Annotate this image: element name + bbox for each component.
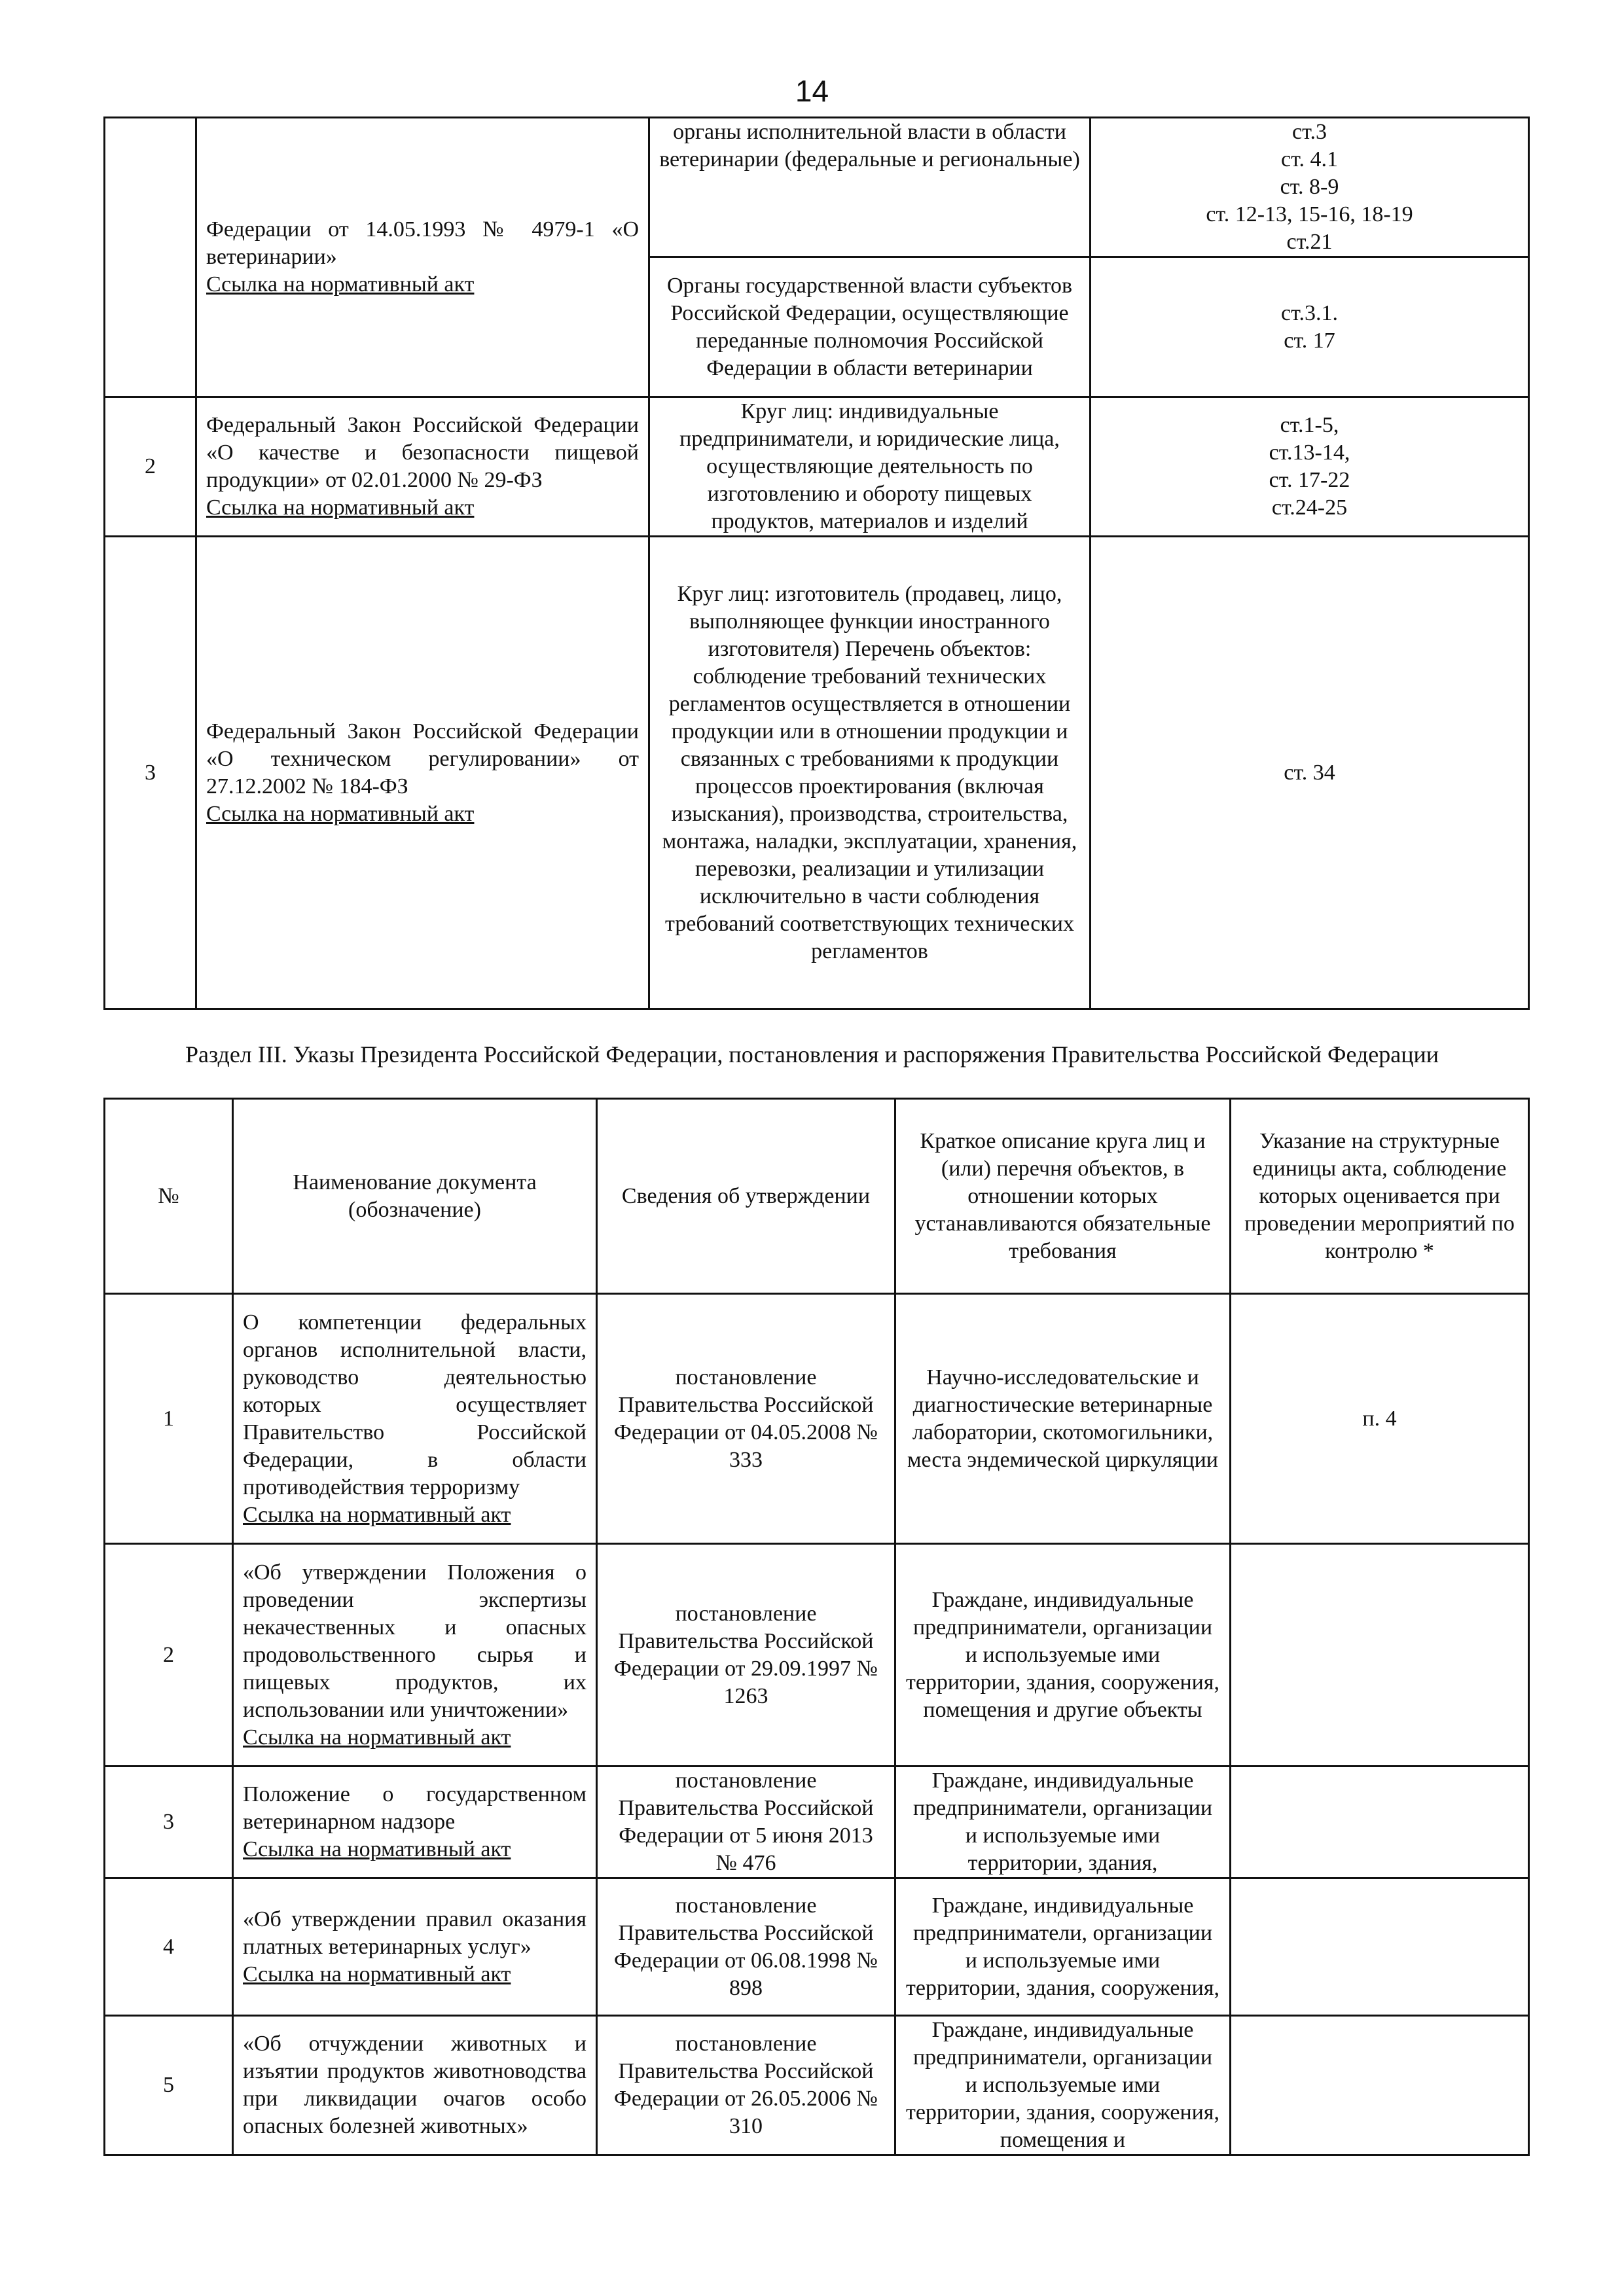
subjects-cell: органы исполнительной власти в области ветеринарии (федеральные и региональные) [649, 118, 1091, 257]
structural-units-cell [1231, 1544, 1529, 1767]
page-number: 14 [795, 74, 829, 108]
row-number: 2 [105, 397, 196, 537]
table-row [105, 2016, 1529, 2155]
document-cell [233, 1294, 597, 1544]
section-title: Раздел III. Указы Президента Российской Федерации, постановления и распоряжения Правительства Российской Федерации [185, 1041, 1439, 1067]
document-cell [233, 1767, 597, 1878]
article-ref: ст.1-5, [1280, 413, 1339, 437]
table-row [105, 1544, 1529, 1767]
row-number: 3 [105, 537, 196, 1009]
article-ref: ст.24-25 [1271, 495, 1348, 520]
description-cell: Граждане, индивидуальные предприниматели, организации и используемые ими территории, здания, сооружения, помещения и [895, 2016, 1231, 2155]
row-number: 5 [105, 2016, 233, 2155]
row-number: 1 [105, 1294, 233, 1544]
normative-act-link[interactable]: Ссылка на нормативный акт [243, 1837, 511, 1861]
legislation-table-continued [103, 117, 1530, 1010]
description-cell: Граждане, индивидуальные предприниматели, организации и используемые ими территории, здания, сооружения, [895, 1878, 1231, 2016]
header-description: Краткое описание круга лиц и (или) перечня объектов, в отношении которых устанавливаются обязательные требования [895, 1099, 1231, 1294]
header-approval: Сведения об утверждении [597, 1099, 895, 1294]
table-row [105, 537, 1529, 1009]
description-cell: Граждане, индивидуальные предприниматели, организации и используемые ими территории, здания, сооружения, помещения и другие объекты [895, 1544, 1231, 1767]
subjects-cell: Круг лиц: индивидуальные предприниматели, и юридические лица, осуществляющие деятельность по изготовлению и обороту пищевых продуктов, материалов и изделий [649, 397, 1091, 537]
table-row [105, 1767, 1529, 1878]
header-document-name: Наименование документа (обозначение) [233, 1099, 597, 1294]
article-ref: ст. 12-13, 15-16, 18-19 [1206, 202, 1413, 226]
table-row [105, 118, 1529, 257]
normative-act-link[interactable]: Ссылка на нормативный акт [243, 1502, 511, 1527]
normative-act-link[interactable]: Ссылка на нормативный акт [206, 801, 475, 826]
document-cell [196, 537, 649, 1009]
document-title: Федерации от 14.05.1993 № 4979-1 «О ветеринарии» [206, 217, 639, 269]
article-ref: ст.13-14, [1269, 440, 1350, 465]
document-cell [233, 1544, 597, 1767]
document-title: «Об утверждении правил оказания платных ветеринарных услуг» [243, 1907, 586, 1959]
article-ref: ст.21 [1286, 230, 1333, 254]
approval-cell: постановление Правительства Российской Федерации от 26.05.2006 № 310 [597, 2016, 895, 2155]
header-structural-units: Указание на структурные единицы акта, соблюдение которых оценивается при проведении мероприятий по контролю * [1231, 1099, 1529, 1294]
article-ref: ст. 8-9 [1280, 175, 1339, 199]
articles-cell [1091, 118, 1529, 257]
table-header-row [105, 1099, 1529, 1294]
article-ref: ст.3.1. [1281, 300, 1338, 325]
row-number: 4 [105, 1878, 233, 2016]
article-ref: ст. 17 [1284, 328, 1335, 353]
government-decrees-table [103, 1098, 1530, 2156]
articles-cell: ст. 34 [1091, 537, 1529, 1009]
row-number [105, 118, 196, 397]
subjects-cell: Органы государственной власти субъектов Российской Федерации, осуществляющие переданные полномочия Российской Федерации в области ветеринарии [649, 257, 1091, 397]
approval-cell: постановление Правительства Российской Федерации от 06.08.1998 № 898 [597, 1878, 895, 2016]
articles-cell [1091, 257, 1529, 397]
document-cell [196, 397, 649, 537]
header-number: № [105, 1099, 233, 1294]
subjects-cell: Круг лиц: изготовитель (продавец, лицо, выполняющее функции иностранного изготовителя) Перечень объектов: соблюдение требований технических регламентов осуществляется в отношении продукции или в отношении продукции и связанных с требованиями к продукции процессов проектирования (включая изыскания), производства, строительства, монтажа, наладки, эксплуатации, хранения, перевозки, реализации и утилизации исключительно в части соблюдения требований соответствующих технических регламентов [649, 537, 1091, 1009]
document-title: О компетенции федеральных органов исполнительной власти, руководство деятельностью которых осуществляет Правительство Российской Федерации, в области противодействия терроризму [243, 1310, 586, 1499]
document-title: Федеральный Закон Российской Федерации «О качестве и безопасности пищевой продукции» от 02.01.2000 № 29-ФЗ [206, 413, 639, 492]
document-title: Федеральный Закон Российской Федерации «О техническом регулировании» от 27.12.2002 № 184-ФЗ [206, 719, 639, 798]
articles-cell [1091, 397, 1529, 537]
structural-units-cell [1231, 1767, 1529, 1878]
row-number: 3 [105, 1767, 233, 1878]
row-number: 2 [105, 1544, 233, 1767]
approval-cell: постановление Правительства Российской Федерации от 04.05.2008 № 333 [597, 1294, 895, 1544]
normative-act-link[interactable]: Ссылка на нормативный акт [206, 272, 475, 296]
article-ref: ст. 17-22 [1269, 468, 1350, 492]
approval-cell: постановление Правительства Российской Федерации от 29.09.1997 № 1263 [597, 1544, 895, 1767]
structural-units-cell: п. 4 [1231, 1294, 1529, 1544]
table-row [105, 397, 1529, 537]
table-row [105, 1878, 1529, 2016]
normative-act-link[interactable]: Ссылка на нормативный акт [243, 1962, 511, 1986]
normative-act-link[interactable]: Ссылка на нормативный акт [206, 495, 475, 520]
structural-units-cell [1231, 1878, 1529, 2016]
document-cell [196, 118, 649, 397]
article-ref: ст.3 [1292, 120, 1327, 144]
approval-cell: постановление Правительства Российской Федерации от 5 июня 2013 № 476 [597, 1767, 895, 1878]
table-row [105, 1294, 1529, 1544]
structural-units-cell [1231, 2016, 1529, 2155]
document-cell [233, 1878, 597, 2016]
description-cell: Научно-исследовательские и диагностические ветеринарные лаборатории, скотомогильники, места эндемической циркуляции [895, 1294, 1231, 1544]
document-cell: «Об отчуждении животных и изъятии продуктов животноводства при ликвидации очагов особо опасных болезней животных» [233, 2016, 597, 2155]
document-title: Положение о государственном ветеринарном надзоре [243, 1782, 586, 1834]
description-cell: Граждане, индивидуальные предприниматели, организации и используемые ими территории, здания, [895, 1767, 1231, 1878]
document-title: «Об утверждении Положения о проведении экспертизы некачественных и опасных продовольственного сырья и пищевых продуктов, их использовании или уничтожении» [243, 1560, 586, 1722]
article-ref: ст. 4.1 [1281, 147, 1338, 171]
normative-act-link[interactable]: Ссылка на нормативный акт [243, 1725, 511, 1749]
